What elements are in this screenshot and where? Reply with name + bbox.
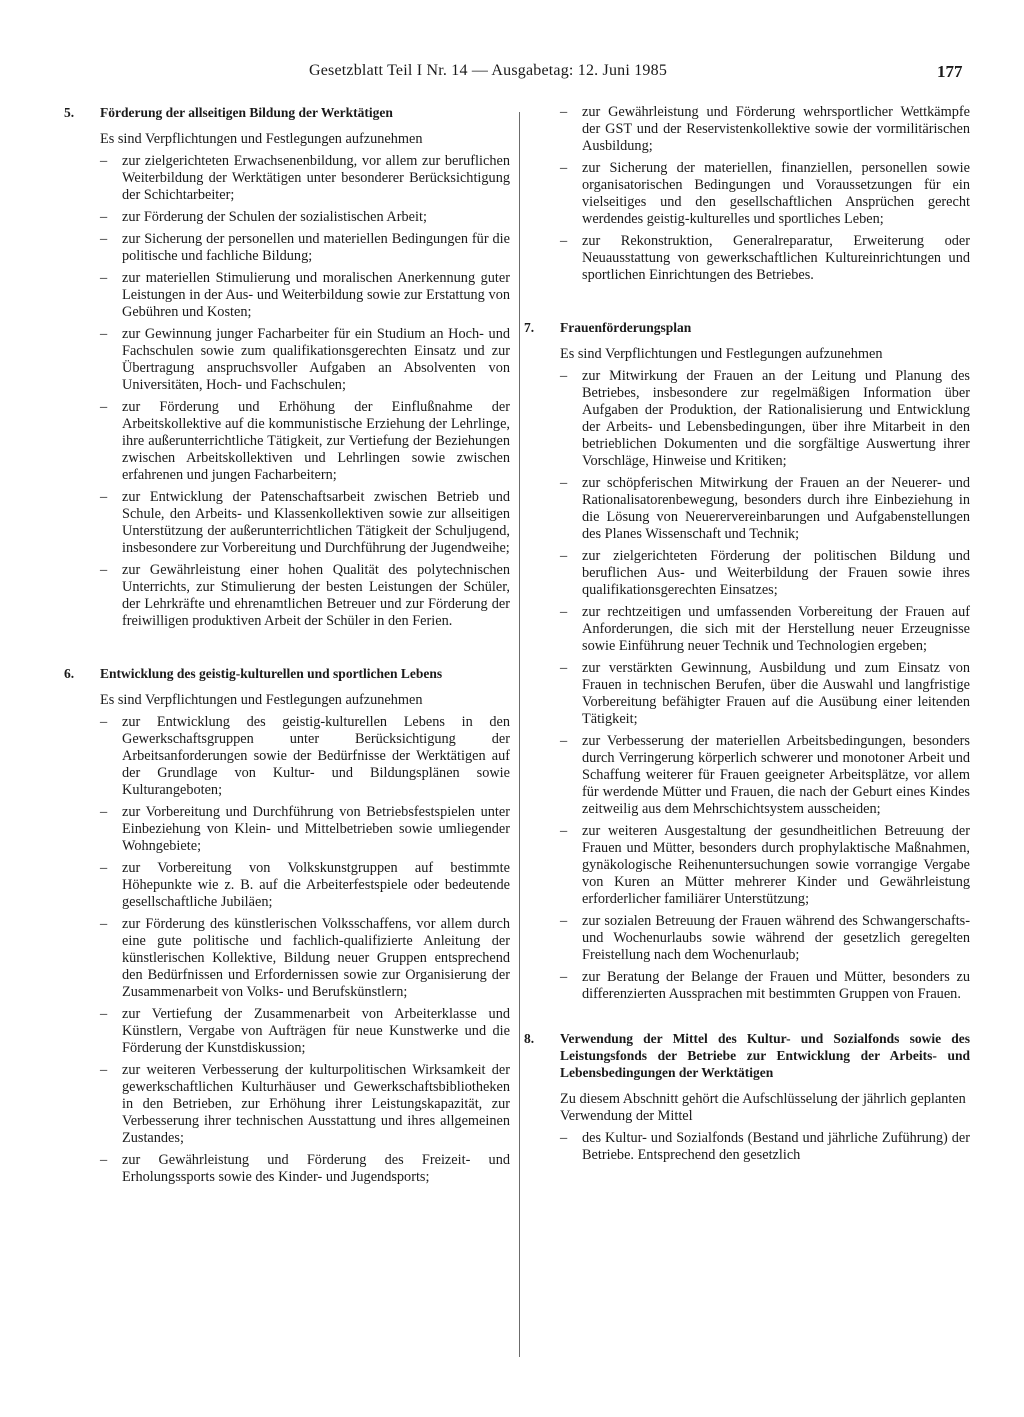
dash-bullet: – [100,270,108,286]
dash-bullet: – [560,104,568,120]
list-item [100,231,510,265]
obligation-list [560,368,970,1003]
list-item-text: zur Gewährleistung und Förderung des Freizeit- und Erholungssports sowie des Kinder- und Jugendsports; [122,1152,510,1185]
list-item [100,1062,510,1147]
list-item-text: zur verstärkten Gewinnung, Ausbildung und zum Einsatz von Frauen in technischen Berufen, über die Auswahl und langfristige Vorbereitung befähigter Frauen auf die Ausübung einer leitenden Tätigkeit; [582,660,970,727]
section-8 [524,1030,970,1164]
list-item [560,233,970,284]
section-7 [524,319,970,1003]
list-item-text: zur sozialen Betreuung der Frauen während des Schwangerschafts- und Wochenurlaubs sowie während der gesetzlich geregelten Freistellung nach dem Wochenurlaub; [582,913,970,963]
list-item-text: zur weiteren Ausgestaltung der gesundheitlichen Betreuung der Frauen und Mütter, besonders durch prophylaktische Maßnahmen, gynäkologische Reihenuntersuchungen sowie vorrangige Vergabe von Kuren an Mütter mehrerer Kinder und Gewährleistung erforderlicher familiärer Unterstützung; [582,823,970,907]
list-item [100,270,510,321]
list-item-text: zur rechtzeitigen und umfassenden Vorbereitung der Frauen auf Anforderungen, die sich mit der Herstellung neuer Erzeugnisse sowie Einführung neuer Technik und Technologien ergeben; [582,604,970,654]
section-intro: Es sind Verpflichtungen und Festlegungen aufzunehmen [100,692,423,708]
section-intro: Es sind Verpflichtungen und Festlegungen aufzunehmen [100,131,423,147]
column-divider [519,112,520,1357]
left-column [64,104,510,1191]
list-item [560,1130,970,1164]
list-item [560,604,970,655]
list-item [100,489,510,557]
section-title: Entwicklung des geistig-kulturellen und sportlichen Lebens [100,666,443,681]
list-item [100,399,510,484]
section-title: Frauenförderungsplan [560,320,692,335]
section-intro: Zu diesem Abschnitt gehört die Aufschlüsselung der jährlich geplanten Verwendung der Mittel [560,1091,966,1124]
dash-bullet: – [560,969,568,985]
list-item [100,860,510,911]
list-item-text: zur Entwicklung der Patenschaftsarbeit zwischen Betrieb und Schule, den Arbeits- und Klassenkollektiven sowie zur allseitigen Unterstützung der außerunterrichtlichen Tätigkeit der Schuljugend, insbesondere zur Vorbereitung und Durchführung der Jugendweihe; [122,489,510,556]
dash-bullet: – [100,153,108,169]
dash-bullet: – [560,733,568,749]
section-title: Verwendung der Mittel des Kultur- und Sozialfonds sowie des Leistungsfonds der Betriebe zur Entwicklung der Arbeits- und Lebensbedingungen der Werktätigen [560,1031,970,1080]
page-header [0,60,1024,88]
list-item [560,660,970,728]
list-item-text: zur Vorbereitung von Volkskunstgruppen auf bestimmte Höhepunkte wie z. B. auf die Arbeiterfestspiele oder bedeutende gesellschaftliche Jubiläen; [122,860,510,910]
list-item [560,368,970,470]
list-item [560,548,970,599]
dash-bullet: – [100,326,108,342]
dash-bullet: – [100,489,108,505]
obligation-list [560,1130,970,1164]
list-item-text: zur Entwicklung des geistig-kulturellen Lebens in den Gewerkschaftsgruppen unter Berücksichtigung der Arbeitsanforderungen sowie der Bedürfnisse der Werktätigen auf der Grundlage von Kultur- und Bildungsplänen sowie Kulturangeboten; [122,714,510,798]
list-item-text: zur Gewinnung junger Facharbeiter für ein Studium an Hoch- und Fachschulen sowie zum qualifikationsgerechten Einsatz und zur Übertragung anspruchsvoller Aufgaben an Absolventen von Universitäten, Hoch- und Fachschulen; [122,326,510,393]
list-item [100,804,510,855]
gazette-header-title: Gesetzblatt Teil I Nr. 14 — Ausgabetag: 12. Juni 1985 [309,62,668,79]
right-column [524,104,970,1169]
list-item [560,160,970,228]
list-item-text: zur Mitwirkung der Frauen an der Leitung und Planung des Betriebes, insbesondere zur regelmäßigen Information über Aufgaben der Produktion, der Rationalisierung und Entwicklung der Arbeits- und Lebensbedingungen, über ihre Mitarbeit in den betrieblichen Dokumenten und die sorgfältige Auswertung ihrer Vorschläge, Hinweise und Kritiken; [582,368,970,469]
list-item-text: des Kultur- und Sozialfonds (Bestand und jährliche Zuführung) der Betriebe. Entsprechend den gesetzlich [582,1130,970,1163]
list-item-text: zur zielgerichteten Förderung der politischen Bildung und beruflichen Aus- und Weiterbildung der Frauen sowie ihres qualifikationsgerechten Einsatzes; [582,548,970,598]
list-item-text: zur Förderung der Schulen der sozialistischen Arbeit; [122,209,427,225]
list-item [100,153,510,204]
dash-bullet: – [100,1006,108,1022]
list-item [560,475,970,543]
dash-bullet: – [560,475,568,491]
list-item-text: zur Beratung der Belange der Frauen und Mütter, besonders zu differenzierten Aussprachen mit bestimmten Gruppen von Frauen. [582,969,970,1002]
list-item-text: zur Förderung und Erhöhung der Einflußnahme der Arbeitskollektive auf die kommunistische Erziehung der Lehrlinge, ihre außerunterrichtliche Tätigkeit, zur Vertiefung der Beziehungen zwischen Arbeitskollektiven und Lehrlingen sowie zwischen erfahrenen und jungen Facharbeitern; [122,399,510,483]
list-item-text: zur Gewährleistung einer hohen Qualität des polytechnischen Unterrichts, zur Stimulierung der besten Leistungen der Schüler, der Lehrkräfte und ehrenamtlichen Betreuer und zur Förderung der freiwilligen produktiven Arbeit der Schüler in den Ferien. [122,562,510,629]
list-item-text: zur weiteren Verbesserung der kulturpolitischen Wirksamkeit der gewerkschaftlichen Kulturhäuser und Gewerkschaftsbibliotheken in den Betrieben, zur Erhöhung ihrer Leistungskapazität, zur Verbesserung ihrer technischen Ausstattung und ihres allgemeinen Zustandes; [122,1062,510,1146]
dash-bullet: – [100,399,108,415]
section-number: 6. [64,666,75,681]
dash-bullet: – [100,916,108,932]
list-item-text: zur Förderung des künstlerischen Volksschaffens, vor allem durch eine gute politische und fachlich-qualifizierte Anleitung der künstlerischen Kollektive, Bildung neuer Gruppen entsprechend den Bedürfnissen und Erfordernissen sowie zur Organisierung der Zusammenarbeit von Volks- und Berufskünstlern; [122,916,510,1000]
list-item [100,209,510,226]
dash-bullet: – [560,604,568,620]
dash-bullet: – [560,913,568,929]
list-item [100,562,510,630]
dash-bullet: – [100,804,108,820]
obligation-list [100,714,510,1186]
list-item [100,326,510,394]
list-item-text: zur schöpferischen Mitwirkung der Frauen an der Neuerer- und Rationalisatorenbewegung, besonders durch ihre Einbeziehung in die Lösung von Neuerervereinbarungen und Aufgabenstellungen des Planes Wissenschaft und Technik; [582,475,970,542]
list-item-text: zur Sicherung der personellen und materiellen Bedingungen für die politische und fachliche Bildung; [122,231,510,264]
list-item [560,913,970,964]
continued-list [560,104,970,284]
dash-bullet: – [100,714,108,730]
list-item [560,733,970,818]
obligation-list [100,153,510,630]
dash-bullet: – [100,1152,108,1168]
list-item-text: zur Sicherung der materiellen, finanziellen, personellen sowie organisatorischen Bedingungen und Voraussetzungen für ein vielseitiges und den gesellschaftlichen Ansprüchen gerecht werdendes geistig-kulturelles und sportliches Leben; [582,160,970,227]
section-number: 5. [64,105,75,120]
dash-bullet: – [560,660,568,676]
section-5 [64,104,510,630]
dash-bullet: – [560,1130,568,1146]
list-item [560,104,970,155]
dash-bullet: – [560,233,568,249]
list-item [100,1152,510,1186]
list-item-text: zur Vertiefung der Zusammenarbeit von Arbeiterklasse und Künstlern, Vergabe von Aufträgen für neue Kunstwerke und die Förderung der Kunstdiskussion; [122,1006,510,1056]
list-item-text: zur Rekonstruktion, Generalreparatur, Erweiterung oder Neuausstattung von gewerkschaftlichen Kultureinrichtungen und sportlichen Einrichtungen des Betriebes. [582,233,970,283]
list-item [100,916,510,1001]
list-item-text: zur materiellen Stimulierung und moralischen Anerkennung guter Leistungen in der Aus- und Weiterbildung sowie zur Erstattung von Gebühren und Kosten; [122,270,510,320]
dash-bullet: – [100,1062,108,1078]
list-item-text: zur zielgerichteten Erwachsenenbildung, vor allem zur beruflichen Weiterbildung der Werktätigen unter besonderer Berücksichtigung der Schichtarbeiter; [122,153,510,203]
section-number: 8. [524,1031,535,1046]
list-item [560,823,970,908]
section-intro: Es sind Verpflichtungen und Festlegungen aufzunehmen [560,346,883,362]
dash-bullet: – [100,231,108,247]
page-number: 177 [937,62,963,81]
list-item [100,714,510,799]
dash-bullet: – [560,368,568,384]
section-title: Förderung der allseitigen Bildung der Werktätigen [100,105,393,120]
list-item [560,969,970,1003]
list-item [100,1006,510,1057]
list-item-text: zur Verbesserung der materiellen Arbeitsbedingungen, besonders durch Verringerung körperlich schwerer und monotoner Arbeit und Schaffung weiterer für Frauen geeigneter Arbeitsplätze, vor allem für werdende Mütter und Frauen, die nach der Geburt eines Kindes zeitweilig aus dem Mehrschichtsystem ausscheiden; [582,733,970,817]
section-number: 7. [524,320,535,335]
dash-bullet: – [560,823,568,839]
list-item-text: zur Vorbereitung und Durchführung von Betriebsfestspielen unter Einbeziehung von Klein- und Mittelbetrieben sowie umliegender Wohngebiete; [122,804,510,854]
dash-bullet: – [100,860,108,876]
dash-bullet: – [560,548,568,564]
dash-bullet: – [560,160,568,176]
dash-bullet: – [100,562,108,578]
dash-bullet: – [100,209,108,225]
list-item-text: zur Gewährleistung und Förderung wehrsportlicher Wettkämpfe der GST und der Reservistenkollektive sowie der vormilitärischen Ausbildung; [582,104,970,154]
section-6 [64,665,510,1186]
